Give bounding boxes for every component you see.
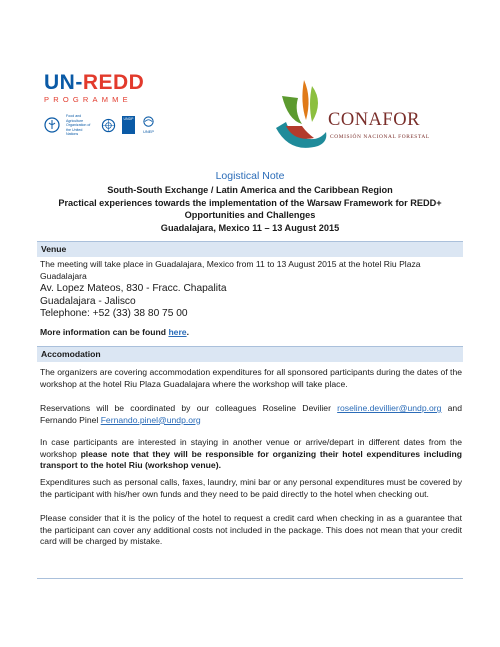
subtitle-line-4: Guadalajara, Mexico 11 – 13 August 2015 [160,222,340,233]
venue-address-line-2: Guadalajara - Jalisco [40,296,136,307]
accommodation-paragraph-4: Expenditures such as personal calls, faxes, laundry, mini bar or any personal expenditures must be covered by the participant with his/her own funds and they need to be paid directly to the hotel when checking out. [40,477,462,499]
subtitle-line-3: Opportunities and Challenges [184,210,316,221]
venue-intro: The meeting will take place in Guadalajara, Mexico from 11 to 13 August 2015 at the hotel Riu Plaza Guadalajara [40,259,421,281]
subtitle-line-1: South-South Exchange / Latin America and the Caribbean Region [107,185,393,196]
more-info-link[interactable]: here [168,327,187,337]
accommodation-heading: Accomodation [41,349,101,359]
un-emblem-logo [101,118,116,133]
unredd-logo [44,72,156,137]
unep-logo: UNEP [141,116,156,134]
document-heading [40,170,460,234]
unredd-wordmark: UN-REDD [44,71,145,94]
fernando-email-link[interactable]: Fernando.pinel@undp.org [100,414,201,425]
partner-logos [44,114,156,137]
accommodation-paragraph-5: Please consider that it is the policy of the hotel to request a credit card when checking in as a guarantee that the participant can cover any additional costs not included in the package. This does not mean that your credit card will be charged by mistake. [40,513,462,547]
undp-logo: UNDP [122,116,135,134]
venue-address-line-1: Av. Lopez Mateos, 830 - Fracc. Chapalita [40,283,227,294]
fao-logo [44,117,60,133]
accommodation-paragraph-3: In case participants are interested in staying in another venue or arrive/depart in different dates from the workshop please note that they will be responsible for organizing their hotel expenditures including transport to the hotel Riu (workshop venue). [40,437,462,471]
venue-section-header [37,241,463,257]
more-info-line: More information can be found here. [40,327,189,337]
subtitle-line-2: Practical experiences towards the implementation of the Warsaw Framework for REDD+ [58,197,442,208]
conafor-wordmark: CONAFOR [328,110,420,130]
venue-heading: Venue [41,244,67,254]
document-title: Logistical Note [215,170,285,182]
conafor-subtitle: COMISIÓN NACIONAL FORESTAL [330,134,430,140]
fao-caption: Food and Agriculture Organization of the United Nations [66,114,91,136]
bottom-divider [37,578,463,579]
roseline-email-link[interactable]: roseline.devillier@undp.org [337,403,442,413]
accommodation-paragraph-2: Reservations will be coordinated by our colleagues Roseline Devilier roseline.devillier@undp.org and Fernando Pinel Fernando.pinel@undp.org [40,403,462,425]
accommodation-section-header [37,346,463,362]
accommodation-paragraph-1: The organizers are covering accommodation expenditures for all sponsored participants during the dates of the workshop at the hotel Riu Plaza Guadalajara where the workshop will take place. [40,367,462,389]
programme-label: PROGRAMME [44,95,132,104]
conafor-logo [272,76,462,158]
venue-phone: Telephone: +52 (33) 38 80 75 00 [40,308,188,319]
